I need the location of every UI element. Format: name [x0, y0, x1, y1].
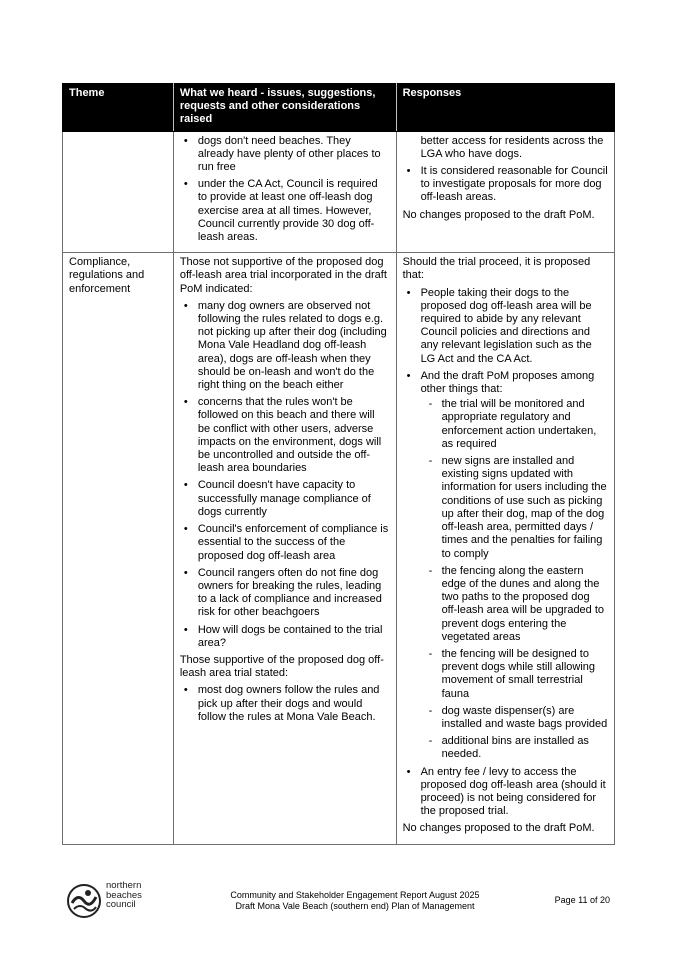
logo-text-line: northern [106, 880, 142, 891]
list-item: - new signs are installed and existing signs updated with information for users including the conditions of use such as picking up after their dog, map of the dog off-leash area, permitted days / times and the penalties for failing to comply [442, 455, 608, 561]
heard-intro-supportive: Those supportive of the proposed dog off-leash area trial stated: [179, 653, 384, 680]
heard-bullet-list [180, 135, 390, 245]
footer-report-title [210, 890, 500, 912]
list-item: - the fencing along the eastern edge of the dunes and along the two paths to the proposed dog off-leash area will be upgraded to prevent dogs entering the vegetated areas [442, 565, 608, 644]
list-item [421, 370, 608, 762]
response-cell [396, 253, 614, 844]
list-item: • An entry fee / levy to access the proposed dog off-leash area (should it proceed) is not being considered for the proposed trial. [421, 766, 608, 819]
list-item: • How will dogs be contained to the trial area? [198, 624, 390, 650]
header-theme: Theme [63, 84, 174, 132]
list-item: • It is considered reasonable for Council to investigate proposals for more dog off-leash areas. [421, 165, 608, 205]
logo-text-line: beaches [106, 889, 142, 901]
list-item: - the trial will be monitored and appropriate regulatory and enforcement action undertaken, as required [442, 398, 608, 451]
response-closing: No changes proposed to the draft PoM. [402, 822, 595, 835]
heard-intro: Those not supportive of the proposed dog off-leash area trial incorporated in the draft PoM indicated: [179, 256, 387, 295]
theme-cell [63, 131, 174, 253]
council-emblem-icon [66, 883, 102, 919]
response-dash-list [421, 398, 608, 761]
response-closing: No changes proposed to the draft PoM. [402, 208, 595, 221]
heard-bullet-list-supportive [180, 684, 390, 724]
heard-cell [173, 253, 396, 844]
table-row [63, 253, 615, 844]
list-item: • dogs don't need beaches. They already have plenty of other places to run free [198, 135, 390, 175]
response-intro: Should the trial proceed, it is proposed that: [402, 256, 591, 282]
page-number: Page 11 of 20 [554, 895, 610, 905]
response-bullet-list [403, 165, 608, 205]
list-item: • Council rangers often do not fine dog owners for breaking the rules, leading to a lack of compliance and increased risk for other beachgoers [198, 567, 390, 620]
list-item: • many dog owners are observed not following the rules related to dogs e.g. not picking up after their dog (including Mona Vale Headland dog off-leash area), dogs are off-leash when they should be on-leash and won't do the right thing on the beach either [198, 300, 390, 392]
list-item: - dog waste dispenser(s) are installed and waste bags provided [442, 705, 608, 731]
consultation-table [62, 83, 615, 845]
response-continuation: better access for residents across the LGA who have dogs. [420, 134, 604, 160]
list-item: • concerns that the rules won't be followed on this beach and there will be conflict with other users, adverse impacts on the environment, dogs will be uncontrolled and outside the off-leash area boundaries [198, 396, 390, 475]
list-item: - the fencing will be designed to prevent dogs while still allowing movement of small terrestrial fauna [442, 648, 608, 701]
footer-line-1: Community and Stakeholder Engagement Report August 2025 [230, 890, 480, 900]
header-responses: Responses [396, 84, 614, 132]
response-cell [396, 131, 614, 253]
footer-line-2: Draft Mona Vale Beach (southern end) Plan of Management [235, 901, 475, 911]
table-row [63, 131, 615, 253]
list-item: • People taking their dogs to the proposed dog off-leash area will be required to abide by any relevant Council policies and directions and any relevant legislation such as the LG Act and the CA Act. [421, 287, 608, 366]
list-item: • most dog owners follow the rules and pick up after their dogs and would follow the rules at Mona Vale Beach. [198, 684, 390, 724]
response-proposes-label: And the draft PoM proposes among other things that: [420, 369, 595, 396]
council-logo [66, 881, 156, 921]
list-item: • under the CA Act, Council is required to provide at least one off-leash dog exercise area at all times. However, Council currently provide 30 dog off-leash areas. [198, 178, 390, 244]
heard-bullet-list [180, 300, 390, 650]
header-what-we-heard: What we heard - issues, suggestions, requests and other considerations raised [173, 84, 396, 132]
response-bullet-list [403, 287, 608, 819]
theme-cell: Compliance, regulations and enforcement [63, 253, 174, 844]
list-item: • Council's enforcement of compliance is essential to the success of the proposed dog off-leash area [198, 523, 390, 563]
logo-text-line: council [106, 899, 136, 910]
table-header-row [63, 84, 615, 132]
list-item: • Council doesn't have capacity to successfully manage compliance of dogs currently [198, 479, 390, 519]
heard-cell [173, 131, 396, 253]
list-item: - additional bins are installed as needed. [442, 735, 608, 761]
council-logo-text [106, 881, 142, 910]
